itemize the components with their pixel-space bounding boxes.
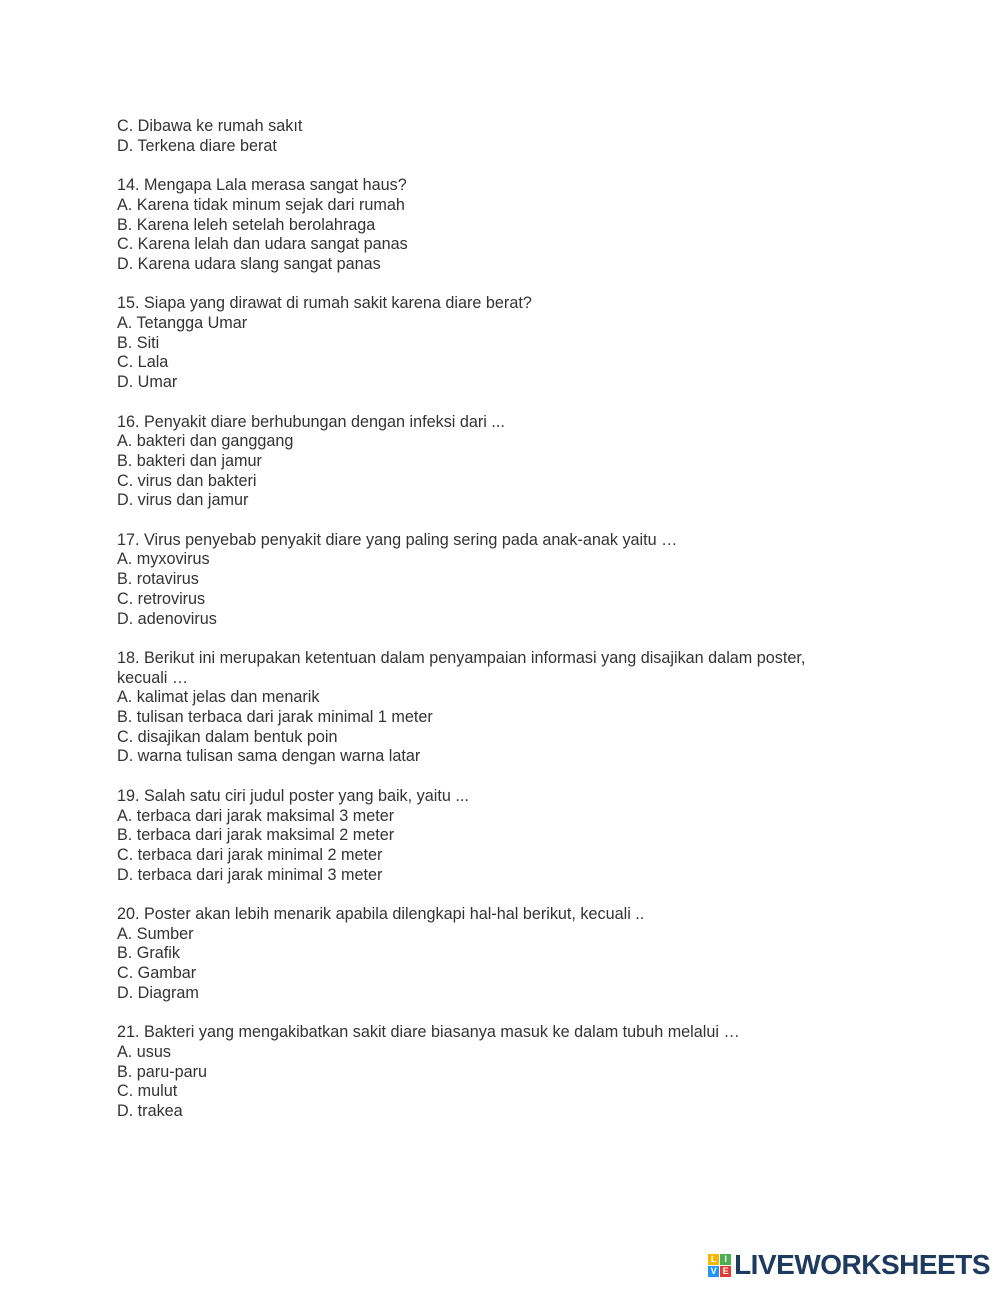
question-block bbox=[117, 649, 877, 767]
question-block bbox=[117, 176, 877, 275]
question-text: 17. Virus penyebab penyakit diare yang paling sering pada anak-anak yaitu … bbox=[117, 530, 678, 549]
answer-option: A. Sumber bbox=[117, 924, 194, 943]
question-block bbox=[117, 294, 877, 393]
question-block bbox=[117, 1023, 877, 1122]
intro-block bbox=[117, 117, 877, 156]
answer-option: B. tulisan terbaca dari jarak minimal 1 meter bbox=[117, 708, 433, 727]
answer-option: D. warna tulisan sama dengan warna latar bbox=[117, 747, 421, 766]
answer-option: C. Lala bbox=[117, 353, 169, 372]
answer-option: A. Karena tidak minum sejak dari rumah bbox=[117, 195, 405, 214]
answer-option: B. Grafik bbox=[117, 944, 180, 963]
question-text: 16. Penyakit diare berhubungan dengan infeksi dari ... bbox=[117, 412, 505, 431]
answer-option: C. mulut bbox=[117, 1082, 178, 1101]
question-text: 18. Berikut ini merupakan ketentuan dalam penyampaian informasi yang disajikan dalam poster, bbox=[117, 648, 806, 667]
question-text: 19. Salah satu ciri judul poster yang baik, yaitu ... bbox=[117, 786, 469, 805]
answer-option: A. bakteri dan ganggang bbox=[117, 432, 294, 451]
answer-option: C. Karena lelah dan udara sangat panas bbox=[117, 235, 408, 254]
logo-letter: L bbox=[708, 1254, 719, 1265]
answer-option: D. adenovirus bbox=[117, 609, 217, 628]
logo-letter: I bbox=[720, 1254, 731, 1265]
answer-option: D. virus dan jamur bbox=[117, 491, 249, 510]
answer-option: C. Gambar bbox=[117, 964, 197, 983]
answer-option: B. terbaca dari jarak maksimal 2 meter bbox=[117, 826, 395, 845]
answer-option: B. bakteri dan jamur bbox=[117, 451, 262, 470]
answer-option: A. usus bbox=[117, 1042, 171, 1061]
worksheet-content bbox=[117, 117, 877, 1141]
answer-option: C. disajikan dalam bentuk poin bbox=[117, 727, 338, 746]
answer-option: D. Umar bbox=[117, 373, 178, 392]
answer-option: C. retrovirus bbox=[117, 589, 206, 608]
question-text: 15. Siapa yang dirawat di rumah sakit karena diare berat? bbox=[117, 294, 532, 313]
answer-option: B. Karena leleh setelah berolahraga bbox=[117, 215, 376, 234]
question-text: 14. Mengapa Lala merasa sangat haus? bbox=[117, 176, 407, 195]
intro-line: C. Dibawa ke rumah sakıt bbox=[117, 117, 303, 135]
answer-option: C. virus dan bakteri bbox=[117, 471, 257, 490]
question-block bbox=[117, 413, 877, 512]
brand-text: LIVEWORKSHEETS bbox=[734, 1249, 990, 1280]
question-block bbox=[117, 531, 877, 630]
answer-option: C. terbaca dari jarak minimal 2 meter bbox=[117, 845, 383, 864]
answer-option: A. Tetangga Umar bbox=[117, 314, 248, 332]
intro-line: D. Terkena diare berat bbox=[117, 136, 277, 155]
answer-option: B. Siti bbox=[117, 333, 160, 352]
question-block bbox=[117, 787, 877, 886]
answer-option: B. rotavirus bbox=[117, 570, 199, 589]
answer-option: B. paru-paru bbox=[117, 1062, 207, 1081]
answer-option: A. terbaca dari jarak maksimal 3 meter bbox=[117, 806, 395, 825]
answer-option: D. terbaca dari jarak minimal 3 meter bbox=[117, 865, 383, 884]
question-text: 21. Bakteri yang mengakibatkan sakit diare biasanya masuk ke dalam tubuh melalui … bbox=[117, 1023, 740, 1042]
answer-option: D. Diagram bbox=[117, 983, 199, 1002]
question-block bbox=[117, 905, 877, 1004]
liveworksheets-logo-icon bbox=[708, 1254, 731, 1277]
liveworksheets-brand bbox=[708, 1249, 990, 1281]
logo-letter: E bbox=[720, 1266, 731, 1277]
question-text: 20. Poster akan lebih menarik apabila dilengkapi hal-hal berikut, kecuali .. bbox=[117, 905, 645, 924]
answer-option: A. kalimat jelas dan menarik bbox=[117, 688, 320, 707]
question-text: kecuali … bbox=[117, 668, 189, 687]
questions-list bbox=[117, 176, 877, 1122]
answer-option: D. Karena udara slang sangat panas bbox=[117, 254, 381, 273]
logo-letter: V bbox=[708, 1266, 719, 1277]
answer-option: A. myxovirus bbox=[117, 550, 210, 569]
answer-option: D. trakea bbox=[117, 1102, 183, 1121]
